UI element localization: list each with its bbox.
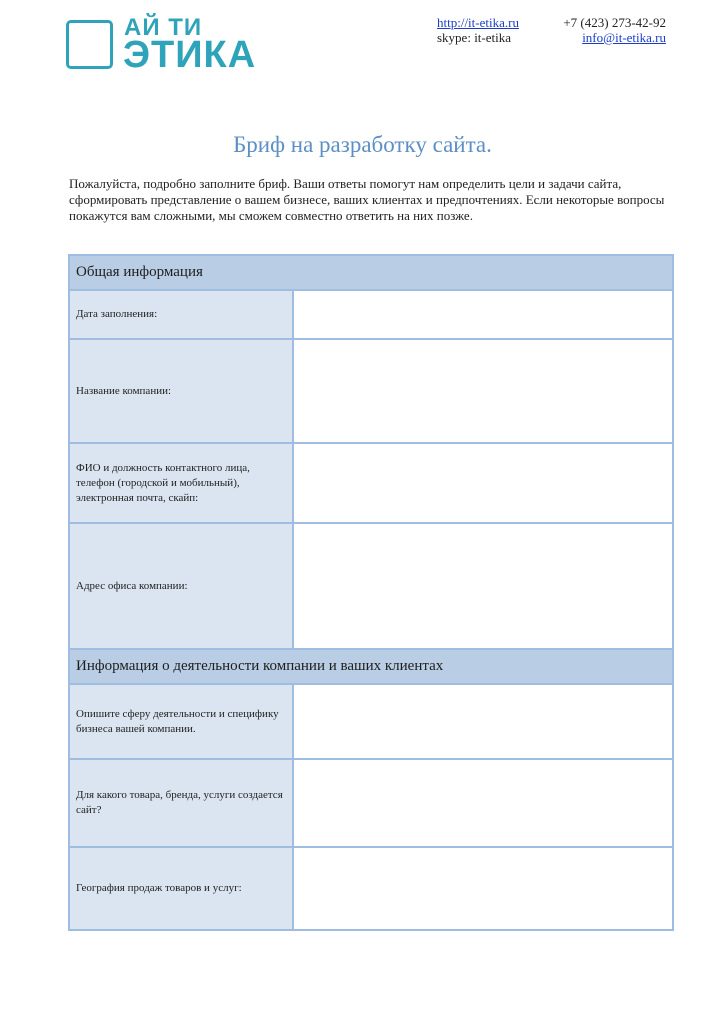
row-label-contact-person: ФИО и должность контактного лица, телефон (городской и мобильный), электронная почта, скайп: xyxy=(69,443,293,523)
logo-square-icon xyxy=(66,20,113,69)
row-input-contact-person[interactable] xyxy=(293,443,673,523)
row-input-geography[interactable] xyxy=(293,847,673,930)
skype-text: skype: it-etika xyxy=(437,30,512,45)
row-input-date[interactable] xyxy=(293,290,673,339)
logo-text-bottom: ЭТИКА xyxy=(123,34,257,76)
row-input-company-name[interactable] xyxy=(293,339,673,443)
logo-text-top: АЙ ТИ xyxy=(124,14,203,41)
row-label-geography: География продаж товаров и услуг: xyxy=(69,847,293,930)
contacts-left xyxy=(437,15,519,45)
contacts-right xyxy=(561,15,666,45)
email-link[interactable]: info@it-etika.ru xyxy=(582,30,666,45)
row-label-business-scope: Опишите сферу деятельности и специфику бизнеса вашей компании. xyxy=(69,684,293,759)
phone-text: +7 (423) 273-42-92 xyxy=(563,15,666,30)
row-input-business-scope[interactable] xyxy=(293,684,673,759)
row-input-office-address[interactable] xyxy=(293,523,673,649)
section-header-business: Информация о деятельности компании и ваших клиентах xyxy=(69,649,673,684)
row-label-product: Для какого товара, бренда, услуги создается сайт? xyxy=(69,759,293,847)
row-label-date: Дата заполнения: xyxy=(69,290,293,339)
page-title: Бриф на разработку сайта. xyxy=(233,132,492,157)
intro-paragraph: Пожалуйста, подробно заполните бриф. Ваши ответы помогут нам определить цели и задачи сайта, сформировать представление о вашем бизнесе, ваших клиентах и предпочтениях. Если некоторые вопросы покажутся вам сложными, мы сможем совместно ответить на них позже. xyxy=(69,176,665,223)
company-logo xyxy=(66,14,257,76)
row-label-office-address: Адрес офиса компании: xyxy=(69,523,293,649)
website-link[interactable]: http://it-etika.ru xyxy=(437,15,519,30)
row-input-product[interactable] xyxy=(293,759,673,847)
brief-table xyxy=(68,254,674,931)
row-label-company-name: Название компании: xyxy=(69,339,293,443)
section-header-general: Общая информация xyxy=(69,255,673,290)
